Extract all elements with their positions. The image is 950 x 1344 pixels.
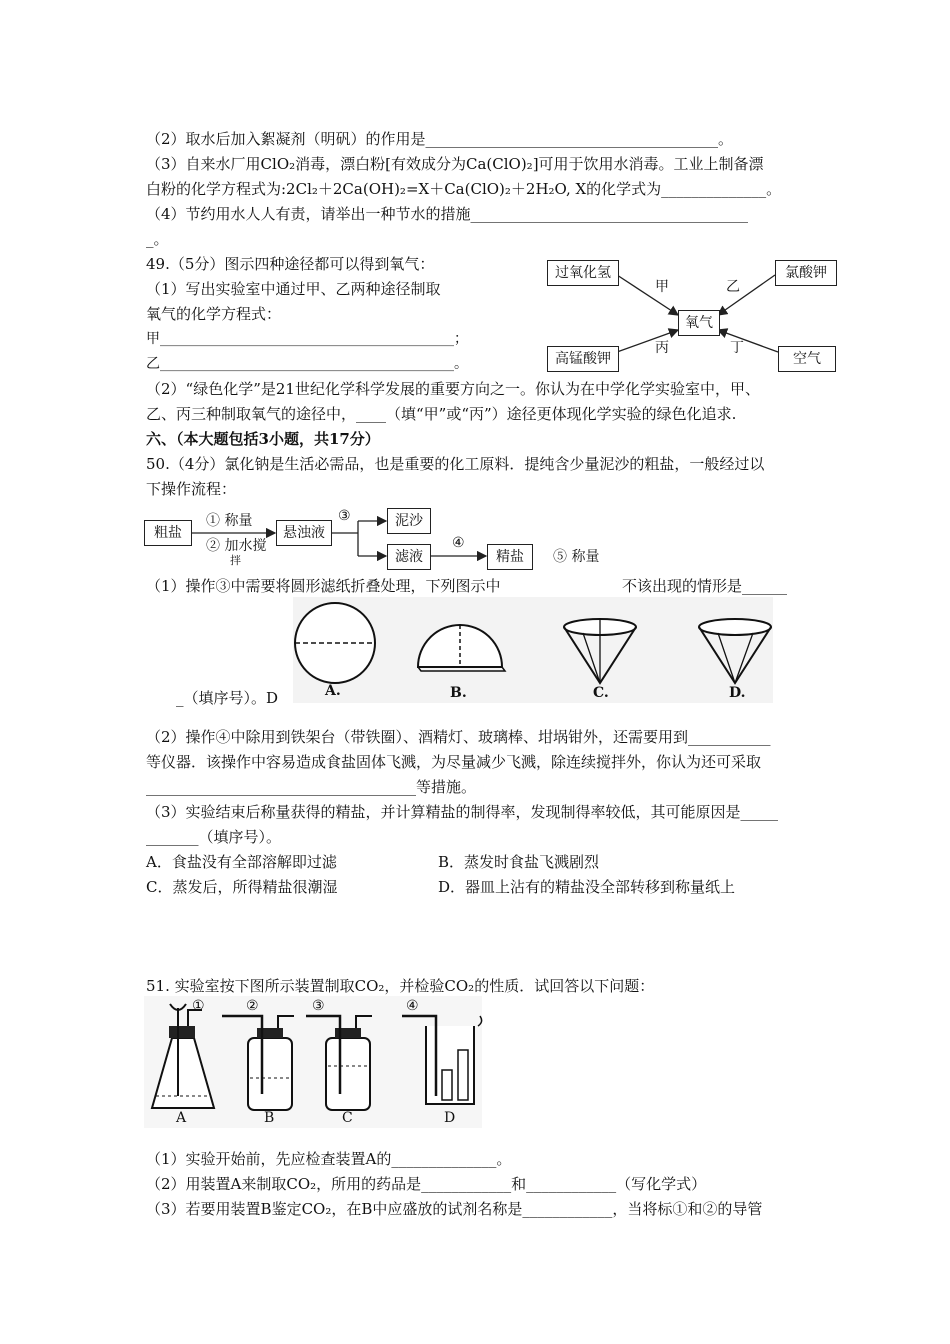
figure-label-c: C.: [593, 685, 609, 701]
route-ding-label: 丁: [730, 340, 744, 356]
filtrate-box: 滤液: [387, 544, 431, 570]
q50-part1-line1: （1）操作③中需要将圆形滤纸折叠处理，下列图示中: [146, 577, 501, 595]
q48-part4-line2: _。: [146, 230, 169, 248]
q51-part2: （2）用装置A来制取CO₂，所用的药品是____________和____________（写化学式）: [146, 1175, 707, 1193]
q50-part2-line2: 等仪器．该操作中容易造成食盐固体飞溅，为尽量减少飞溅，除连续搅拌外，你认为还可采取: [146, 753, 762, 771]
q50-option-a: A．食盐没有全部溶解即过滤: [146, 853, 337, 871]
filter-paper-figure: [293, 597, 773, 703]
q50-option-c: C．蒸发后，所得精盐很潮湿: [146, 878, 338, 896]
figure-label-a: A.: [325, 683, 341, 699]
q49-yi-answer-line: 乙__________________________________________。: [146, 356, 468, 372]
step3-label: ③: [338, 508, 351, 524]
q49-jia-answer-line: 甲__________________________________________；: [146, 331, 468, 347]
route-jia-label: 甲: [655, 279, 669, 295]
route-bing-label: 丙: [655, 340, 669, 356]
suspension-box: 悬浊液: [276, 520, 332, 546]
figure-label-d: D.: [729, 685, 746, 701]
q49-part1-line1: （1）写出实验室中通过甲、乙两种途径制取: [146, 280, 441, 298]
q50-option-d: D．器皿上沾有的精盐没全部转移到称量纸上: [438, 878, 736, 896]
kclo3-box: 氯酸钾: [775, 260, 837, 286]
q48-part2: （2）取水后加入絮凝剂（明矾）的作用是_______________________________________。: [146, 130, 734, 148]
q51-heading: 51. 实验室按下图所示装置制取CO₂，并检验CO₂的性质．试回答以下问题：: [146, 977, 655, 995]
air-box: 空气: [778, 346, 836, 372]
q49-part2-line2: 乙、丙三种制取氧气的途径中，____（填“甲”或“丙”）途径更体现化学实验的绿色化追求.: [146, 405, 737, 423]
step2-label-cont: 拌: [230, 554, 241, 567]
flow-arrows: [0, 0, 950, 600]
q50-part1-line1-end: 不该出现的情形是______: [622, 577, 788, 595]
q50-part3-line2: _______（填序号）。: [146, 828, 282, 846]
q49-part1-line2: 氧气的化学方程式：: [146, 305, 282, 323]
pure-salt-box: 精盐: [487, 544, 533, 570]
step5-label: ⑤ 称量: [553, 549, 600, 565]
q50-part3-line1: （3）实验结束后称量获得的精盐，并计算精盐的制得率，发现制得率较低，其可能原因是_____: [146, 803, 779, 821]
apparatus-num-1: ①: [192, 998, 205, 1014]
co2-apparatus-figure: [144, 996, 482, 1128]
o2-box: 氧气: [678, 310, 720, 336]
q50-heading-line2: 下操作流程：: [146, 480, 237, 498]
apparatus-label-d: D: [444, 1110, 456, 1126]
q50-heading-line1: 50.（4分）氯化钠是生活必需品，也是重要的化工原料．提纯含少量泥沙的粗盐，一般经过以: [146, 455, 765, 473]
apparatus-num-2: ②: [246, 998, 259, 1014]
step4-label: ④: [452, 535, 465, 551]
q48-part3-line1: （3）自来水厂用ClO₂消毒，漂白粉[有效成分为Ca(ClO)₂]可用于饮用水消毒。工业上制备漂: [146, 155, 764, 173]
sand-box: 泥沙: [387, 508, 431, 534]
apparatus-num-4: ④: [406, 998, 419, 1014]
q50-part1-line2: _（填序号）。D: [176, 689, 279, 707]
apparatus-num-3: ③: [312, 998, 325, 1014]
step1-label: ① 称量: [206, 513, 253, 529]
apparatus-label-c: C: [342, 1110, 353, 1126]
figure-label-b: B.: [450, 685, 467, 701]
q51-part3: （3）若要用装置B鉴定CO₂，在B中应盛放的试剂名称是____________，当将标①和②的导管: [146, 1200, 763, 1218]
q50-part2-line1: （2）操作④中除用到铁架台（带铁圈）、酒精灯、玻璃棒、坩埚钳外，还需要用到___________: [146, 728, 771, 746]
kmno4-box: 高锰酸钾: [547, 346, 619, 372]
apparatus-label-a: A: [176, 1110, 187, 1126]
apparatus-label-b: B: [264, 1110, 275, 1126]
q51-part1: （1）实验开始前，先应检查装置A的______________。: [146, 1150, 512, 1168]
route-yi-label: 乙: [726, 279, 740, 295]
q48-part3-line2: 白粉的化学方程式为:2Cl₂＋2Ca(OH)₂=X＋Ca(ClO)₂＋2H₂O, X的化学式为______________。: [146, 180, 782, 198]
apparatus-drawings: [144, 996, 482, 1128]
q49-heading: 49.（5分）图示四种途径都可以得到氧气：: [146, 255, 435, 273]
q50-option-b: B．蒸发时食盐飞溅剧烈: [438, 853, 600, 871]
q50-part2-line3: ____________________________________等措施。: [146, 778, 477, 796]
q48-part4-line1: （4）节约用水人人有责，请举出一种节水的措施_____________________________________: [146, 205, 749, 223]
filter-paper-drawings: [293, 597, 773, 703]
step2-label: ② 加水搅: [206, 538, 267, 554]
q49-part2-line1: （2）“绿色化学”是21世纪化学科学发展的重要方向之一。你认为在中学化学实验室中，甲、: [146, 380, 760, 398]
section-six-heading: 六、（本大题包括3小题，共17分）: [146, 430, 380, 448]
crude-salt-box: 粗盐: [144, 520, 192, 546]
h2o2-box: 过氧化氢: [547, 260, 619, 286]
